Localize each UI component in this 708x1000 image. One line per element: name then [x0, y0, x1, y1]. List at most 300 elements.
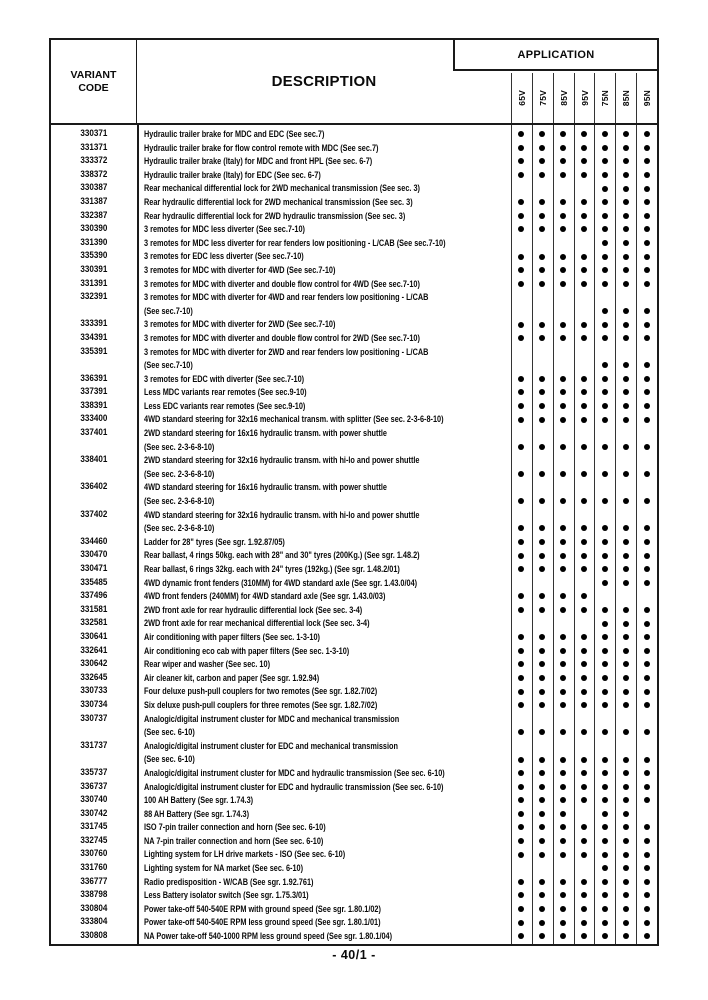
applicability-dot	[539, 525, 545, 531]
variant-code: 333372	[80, 155, 108, 167]
application-cell	[511, 616, 532, 630]
application-cell	[636, 453, 657, 480]
applicability-dot	[518, 607, 524, 613]
applicability-dot	[518, 172, 524, 178]
application-cell	[574, 249, 595, 263]
application-cell	[615, 249, 636, 263]
applicability-dot	[602, 838, 608, 844]
description: Six deluxe push-pull couplers for three remotes (See sgr. 1.82.7/02)	[144, 698, 378, 710]
application-cell	[532, 263, 553, 277]
application-cell	[636, 277, 657, 291]
applicability-dot	[539, 376, 545, 382]
application-cell	[532, 195, 553, 209]
applicability-dot	[560, 539, 566, 545]
applicability-dot	[623, 267, 629, 273]
applicability-dot	[560, 267, 566, 273]
application-cell	[636, 644, 657, 658]
applicability-dot	[518, 376, 524, 382]
application-cell	[636, 331, 657, 345]
applicability-dot	[518, 797, 524, 803]
application-cell	[532, 127, 553, 141]
applicability-dot	[518, 824, 524, 830]
applicability-dot	[581, 757, 587, 763]
table-row	[51, 181, 657, 195]
application-cells	[511, 236, 657, 250]
applicability-dot	[644, 376, 650, 382]
description: Analogic/digital instrument cluster for EDC and mechanical transmission (See sec. 6-10)	[144, 739, 398, 765]
applicability-dot	[518, 226, 524, 232]
applicability-dot	[560, 553, 566, 559]
table-row	[51, 249, 657, 263]
table-row	[51, 127, 657, 141]
applicability-dot	[602, 580, 608, 586]
application-cell	[532, 535, 553, 549]
applicability-dot	[644, 838, 650, 844]
applicability-dot	[602, 498, 608, 504]
applicability-dot	[623, 770, 629, 776]
application-cell	[594, 739, 615, 766]
application-cell	[615, 290, 636, 317]
applicability-dot	[560, 675, 566, 681]
application-cell	[636, 263, 657, 277]
applicability-dot	[539, 226, 545, 232]
application-cell	[615, 345, 636, 372]
applicability-dot	[644, 281, 650, 287]
application-cell	[553, 834, 574, 848]
table-row	[51, 739, 657, 766]
applicability-dot	[581, 335, 587, 341]
applicability-dot	[602, 634, 608, 640]
application-cell	[615, 630, 636, 644]
application-cell	[532, 929, 553, 943]
application-cell	[574, 671, 595, 685]
applicability-dot	[623, 335, 629, 341]
application-cell	[636, 807, 657, 821]
applicability-dot	[644, 770, 650, 776]
applicability-dot	[518, 158, 524, 164]
application-cell	[594, 847, 615, 861]
applicability-dot	[623, 906, 629, 912]
description: 4WD standard steering for 32x16 hydraulic transm. with hi-lo and power shuttle (See sec. 2-3-6-8-10)	[144, 508, 420, 534]
variant-code: 330371	[80, 128, 108, 139]
application-cell	[636, 739, 657, 766]
applicability-dot	[518, 634, 524, 640]
variant-code: 338401	[80, 454, 108, 466]
variant-code: 332645	[80, 671, 108, 683]
applicability-dot	[602, 226, 608, 232]
variant-code: 338391	[80, 399, 108, 411]
application-cell	[574, 847, 595, 861]
description: Analogic/digital instrument cluster for MDC and hydraulic transmission (See sec. 6-10)	[144, 766, 445, 778]
application-cell	[532, 603, 553, 617]
application-cell	[553, 222, 574, 236]
application-cell	[532, 712, 553, 739]
table-row	[51, 535, 657, 549]
applicability-dot	[644, 661, 650, 667]
description: Rear hydraulic differential lock for 2WD hydraulic transmission (See sec. 3)	[144, 209, 406, 221]
application-cell	[511, 385, 532, 399]
application-cell	[553, 902, 574, 916]
variant-code: 338372	[80, 168, 108, 180]
application-cell	[511, 562, 532, 576]
applicability-dot	[602, 865, 608, 871]
applicability-dot	[581, 920, 587, 926]
application-cell	[553, 508, 574, 535]
description: Air cleaner kit, carbon and paper (See sgr. 1.92.94)	[144, 671, 320, 683]
application-cells	[511, 766, 657, 780]
application-cells	[511, 399, 657, 413]
applicability-dot	[518, 757, 524, 763]
application-cell	[636, 535, 657, 549]
variant-code: 336777	[80, 875, 108, 887]
description: Power take-off 540-540E RPM with ground speed (See sgr. 1.80.1/02)	[144, 902, 381, 914]
table-row	[51, 698, 657, 712]
application-cell	[511, 793, 532, 807]
column-divider	[636, 125, 637, 944]
application-cell	[511, 317, 532, 331]
applicability-dot	[623, 811, 629, 817]
application-cell	[636, 426, 657, 453]
applicability-dot	[644, 471, 650, 477]
model-column-header	[594, 73, 615, 123]
variant-code: 333804	[80, 916, 108, 928]
applicability-dot	[623, 784, 629, 790]
applicability-dot	[539, 444, 545, 450]
application-cell	[532, 290, 553, 317]
application-cell	[553, 317, 574, 331]
application-cell	[553, 807, 574, 821]
applicability-dot	[644, 335, 650, 341]
application-cell	[511, 780, 532, 794]
application-cell	[594, 195, 615, 209]
variant-code: 332641	[80, 644, 108, 656]
application-cell	[615, 739, 636, 766]
variant-code: 332391	[80, 291, 108, 303]
description: Four deluxe push-pull couplers for two remotes (See sgr. 1.82.7/02)	[144, 685, 378, 697]
description: Rear hydraulic differential lock for 2WD mechanical transmission (See sec. 3)	[144, 195, 413, 207]
variant-code: 330471	[80, 563, 108, 574]
applicability-dot	[602, 376, 608, 382]
applicability-dot	[602, 784, 608, 790]
application-cell	[511, 712, 532, 739]
description: Analogic/digital instrument cluster for MDC and mechanical transmission (See sec. 6-10)	[144, 712, 400, 738]
applicability-dot	[518, 729, 524, 735]
application-cell	[511, 684, 532, 698]
variant-code: 331371	[80, 141, 108, 153]
variant-code-label: VARIANT CODE	[70, 69, 117, 94]
description: 3 remotes for MDC with diverter for 4WD and rear fenders low positioning - L/CAB (See sec.7-10)	[144, 291, 429, 316]
applicability-dot	[644, 920, 650, 926]
description: 3 remotes for MDC less diverter (See sec.7-10)	[144, 223, 305, 235]
applicability-dot	[602, 661, 608, 667]
application-cells	[511, 861, 657, 875]
variant-code: 331390	[80, 236, 108, 248]
application-cell	[615, 888, 636, 902]
applicability-dot	[602, 852, 608, 858]
application-cell	[511, 236, 532, 250]
application-cell	[532, 508, 553, 535]
application-cell	[553, 739, 574, 766]
application-cell	[532, 698, 553, 712]
applicability-dot	[602, 621, 608, 627]
description: 3 remotes for MDC with diverter and double flow control for 4WD (See sec.7-10)	[144, 277, 420, 289]
applicability-dot	[623, 824, 629, 830]
application-cells	[511, 793, 657, 807]
application-cell	[594, 861, 615, 875]
applicability-dot	[581, 879, 587, 885]
applicability-dot	[560, 852, 566, 858]
applicability-dot	[560, 607, 566, 613]
application-cell	[615, 807, 636, 821]
application-cell	[532, 739, 553, 766]
application-cell	[574, 834, 595, 848]
description: Lighting system for NA market (See sec. 6-10)	[144, 862, 304, 874]
application-cell	[574, 875, 595, 889]
applicability-dot	[602, 811, 608, 817]
application-cell	[615, 385, 636, 399]
applicability-dot	[623, 158, 629, 164]
applicability-dot	[518, 566, 524, 572]
application-cell	[636, 562, 657, 576]
application-cell	[532, 154, 553, 168]
application-cell	[532, 168, 553, 182]
description: 3 remotes for MDC with diverter and double flow control for 2WD (See sec.7-10)	[144, 331, 420, 343]
application-cell	[511, 127, 532, 141]
applicability-dot	[623, 757, 629, 763]
applicability-dot	[644, 852, 650, 858]
applicability-dot	[539, 471, 545, 477]
applicability-dot	[644, 675, 650, 681]
application-cell	[594, 562, 615, 576]
applicability-dot	[581, 471, 587, 477]
applicability-dot	[539, 634, 545, 640]
description: 2WD front axle for rear mechanical differential lock (See sec. 3-4)	[144, 617, 370, 629]
applicability-dot	[581, 838, 587, 844]
variant-code: 331387	[80, 195, 108, 207]
applicability-dot	[581, 607, 587, 613]
applicability-dot	[518, 267, 524, 273]
application-cell	[574, 222, 595, 236]
application-cell	[636, 209, 657, 223]
variant-code: 337401	[80, 427, 108, 439]
variant-code: 330470	[80, 549, 108, 561]
applicability-dot	[560, 281, 566, 287]
application-cell	[594, 644, 615, 658]
application-cell	[594, 399, 615, 413]
application-label: APPLICATION	[517, 48, 595, 61]
application-cell	[594, 548, 615, 562]
application-cells	[511, 698, 657, 712]
application-cell	[615, 847, 636, 861]
applicability-dot	[644, 824, 650, 830]
application-cells	[511, 589, 657, 603]
description: 3 remotes for EDC with diverter (See sec.7-10)	[144, 372, 305, 384]
applicability-dot	[623, 389, 629, 395]
application-cell	[511, 181, 532, 195]
applicability-dot	[560, 770, 566, 776]
model-column-label: 85N	[621, 89, 632, 107]
table-row	[51, 222, 657, 236]
table-row	[51, 929, 657, 943]
application-cell	[532, 141, 553, 155]
application-cell	[636, 888, 657, 902]
applicability-dot	[602, 906, 608, 912]
applicability-dot	[623, 838, 629, 844]
application-cell	[636, 766, 657, 780]
applicability-dot	[581, 376, 587, 382]
variant-code: 332387	[80, 209, 108, 221]
application-cells	[511, 141, 657, 155]
applicability-dot	[623, 254, 629, 260]
table-row	[51, 684, 657, 698]
applicability-dot	[539, 553, 545, 559]
applicability-dot	[602, 933, 608, 939]
description: Analogic/digital instrument cluster for EDC and hydraulic transmission (See sec. 6-10)	[144, 780, 444, 792]
application-cell	[636, 548, 657, 562]
application-cell	[553, 915, 574, 929]
application-cell	[553, 616, 574, 630]
application-cell	[532, 684, 553, 698]
applicability-dot	[623, 213, 629, 219]
applicability-dot	[539, 417, 545, 423]
applicability-dot	[581, 525, 587, 531]
description: Less EDC variants rear remotes (See sec.9-10)	[144, 399, 306, 411]
application-cells	[511, 644, 657, 658]
table-row	[51, 562, 657, 576]
application-cell	[532, 345, 553, 372]
applicability-dot	[518, 444, 524, 450]
application-cell	[594, 780, 615, 794]
applicability-dot	[560, 879, 566, 885]
application-cell	[511, 644, 532, 658]
table-row	[51, 154, 657, 168]
applicability-dot	[644, 226, 650, 232]
application-cells	[511, 372, 657, 386]
applicability-dot	[623, 403, 629, 409]
applicability-dot	[602, 892, 608, 898]
applicability-dot	[602, 158, 608, 164]
application-cell	[636, 290, 657, 317]
column-divider	[594, 125, 595, 944]
applicability-dot	[581, 892, 587, 898]
applicability-dot	[539, 689, 545, 695]
description: Rear ballast, 6 rings 32kg. each with 24" tyres (192kg.) (See sgr. 1.48.2/01)	[144, 563, 400, 574]
applicability-dot	[518, 254, 524, 260]
applicability-dot	[581, 389, 587, 395]
applicability-dot	[518, 892, 524, 898]
applicability-dot	[539, 131, 545, 137]
applicability-dot	[602, 879, 608, 885]
application-cell	[574, 616, 595, 630]
applicability-dot	[581, 689, 587, 695]
variant-code: 335391	[80, 345, 108, 357]
application-cell	[532, 426, 553, 453]
variant-code: 332581	[80, 617, 108, 629]
application-cells	[511, 875, 657, 889]
applicability-dot	[644, 131, 650, 137]
applicability-dot	[623, 539, 629, 545]
application-cell	[553, 209, 574, 223]
application-cell	[574, 589, 595, 603]
applicability-dot	[644, 553, 650, 559]
applicability-dot	[602, 689, 608, 695]
applicability-dot	[581, 322, 587, 328]
applicability-dot	[539, 729, 545, 735]
applicability-dot	[602, 553, 608, 559]
applicability-dot	[602, 308, 608, 314]
application-cell	[574, 562, 595, 576]
applicability-dot	[602, 213, 608, 219]
model-column-header	[553, 73, 574, 123]
table-row	[51, 888, 657, 902]
applicability-dot	[518, 403, 524, 409]
application-cell	[553, 847, 574, 861]
applicability-dot	[602, 254, 608, 260]
applicability-dot	[581, 226, 587, 232]
application-cell	[511, 888, 532, 902]
application-cell	[615, 236, 636, 250]
application-cell	[553, 929, 574, 943]
application-cell	[594, 508, 615, 535]
application-cell	[636, 412, 657, 426]
applicability-dot	[560, 811, 566, 817]
application-cells	[511, 847, 657, 861]
description: Less MDC variants rear remotes (See sec.9-10)	[144, 386, 307, 398]
applicability-dot	[518, 213, 524, 219]
application-cell	[553, 712, 574, 739]
application-cell	[553, 603, 574, 617]
application-cell	[574, 236, 595, 250]
variant-code: 335390	[80, 250, 108, 262]
applicability-dot	[581, 824, 587, 830]
applicability-dot	[539, 920, 545, 926]
description: 3 remotes for MDC with diverter for 2WD (See sec.7-10)	[144, 318, 336, 330]
application-cell	[532, 548, 553, 562]
application-cells	[511, 181, 657, 195]
application-cells	[511, 616, 657, 630]
applicability-dot	[518, 879, 524, 885]
applicability-dot	[539, 702, 545, 708]
application-cell	[553, 195, 574, 209]
table-row	[51, 508, 657, 535]
applicability-dot	[581, 906, 587, 912]
table-row	[51, 589, 657, 603]
application-cell	[574, 739, 595, 766]
applicability-dot	[623, 797, 629, 803]
applicability-dot	[581, 444, 587, 450]
application-cell	[636, 372, 657, 386]
application-cell	[553, 657, 574, 671]
applicability-dot	[623, 566, 629, 572]
application-cell	[553, 820, 574, 834]
application-cells	[511, 834, 657, 848]
application-cells	[511, 929, 657, 943]
application-cell	[511, 657, 532, 671]
application-cell	[636, 181, 657, 195]
application-cell	[594, 766, 615, 780]
application-cell	[636, 657, 657, 671]
application-cell	[553, 875, 574, 889]
applicability-dot	[623, 240, 629, 246]
applicability-dot	[581, 797, 587, 803]
variant-code: 336391	[80, 372, 108, 384]
application-group-header	[453, 40, 657, 71]
application-cell	[511, 671, 532, 685]
application-cell	[594, 154, 615, 168]
application-cell	[511, 331, 532, 345]
applicability-dot	[581, 417, 587, 423]
application-cell	[511, 480, 532, 507]
